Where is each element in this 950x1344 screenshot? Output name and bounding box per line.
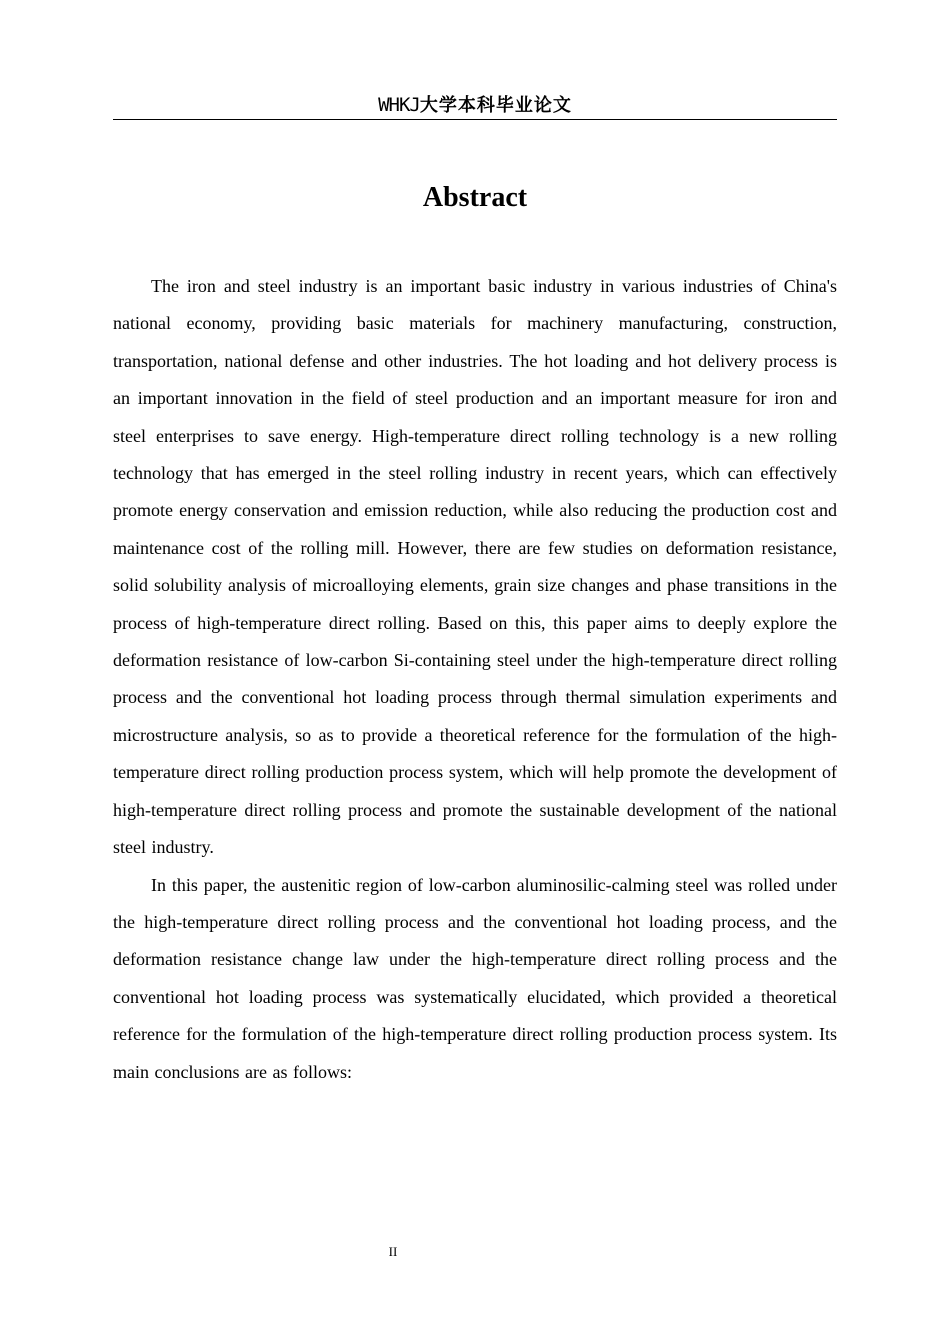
abstract-title: Abstract xyxy=(422,182,528,213)
abstract-body xyxy=(113,268,837,1091)
page-header xyxy=(113,92,837,120)
abstract-paragraph: The iron and steel industry is an important basic industry in various industries of China's national economy, providing basic materials for machinery manufacturing, construction, transportation, national defense and other industries. The hot loading and hot delivery process is an important innovation in the field of steel production and an important measure for iron and steel enterprises to save energy. High-temperature direct rolling technology is a new rolling technology that has emerged in the steel rolling industry in recent years, which can effectively promote energy conservation and emission reduction, while also reducing the production cost and maintenance cost of the rolling mill. However, there are few studies on deformation resistance, solid solubility analysis of microalloying elements, grain size changes and phase transitions in the process of high-temperature direct rolling. Based on this, this paper aims to deeply explore the deformation resistance of low-carbon Si-containing steel under the high-temperature direct rolling process and the conventional hot loading process through thermal simulation experiments and microstructure analysis, so as to provide a theoretical reference for the formulation of the high-temperature direct rolling production process system, which will help promote the development of high-temperature direct rolling process and promote the sustainable development of the national steel industry. xyxy=(113,276,837,858)
header-school-title: 大学本科毕业论文 xyxy=(419,95,572,116)
abstract-paragraph: In this paper, the austenitic region of low-carbon aluminosilic-calming steel was rolled under the high-temperature direct rolling process and the conventional hot loading process, and the deformation resistance change law under the high-temperature direct rolling process and the conventional hot loading process was systematically elucidated, which provided a theoretical reference for the formulation of the high-temperature direct rolling production process system. Its main conclusions are as follows: xyxy=(113,874,837,1082)
page-number: II xyxy=(388,1244,398,1259)
header-code: WHKJ xyxy=(378,94,420,116)
